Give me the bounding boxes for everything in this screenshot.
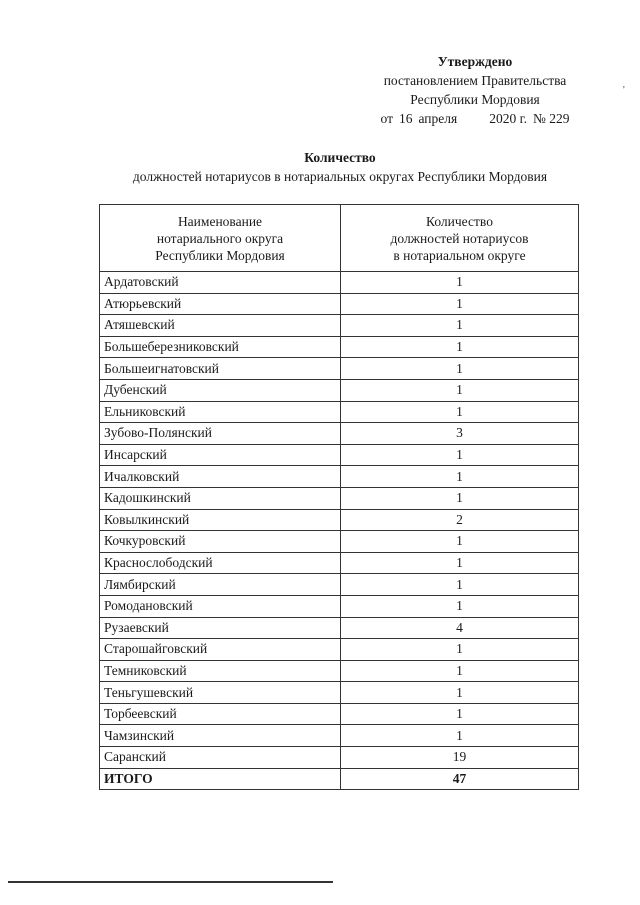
notary-count: 1 bbox=[341, 639, 579, 661]
district-name: Лямбирский bbox=[100, 574, 341, 596]
district-name: Атяшевский bbox=[100, 315, 341, 337]
table-row bbox=[100, 509, 579, 531]
table-row bbox=[100, 725, 579, 747]
notary-count: 2 bbox=[341, 509, 579, 531]
approval-date-line bbox=[330, 109, 620, 128]
district-name: Ардатовский bbox=[100, 272, 341, 294]
table-row bbox=[100, 595, 579, 617]
district-name: Теньгушевский bbox=[100, 682, 341, 704]
table-row bbox=[100, 401, 579, 423]
table-row bbox=[100, 272, 579, 294]
header-district-line: Наименование bbox=[177, 213, 263, 229]
notary-count: 1 bbox=[341, 293, 579, 315]
district-name: Инсарский bbox=[100, 444, 341, 466]
table-row bbox=[100, 315, 579, 337]
approval-number: № 229 bbox=[532, 111, 570, 126]
table-row bbox=[100, 379, 579, 401]
district-name: Старошайговский bbox=[100, 639, 341, 661]
notary-count: 1 bbox=[341, 336, 579, 358]
approval-line-1: постановлением Правительства bbox=[383, 73, 567, 88]
notary-count: 1 bbox=[341, 682, 579, 704]
notary-count: 1 bbox=[341, 660, 579, 682]
table-row bbox=[100, 358, 579, 380]
district-name: Чамзинский bbox=[100, 725, 341, 747]
notary-count: 19 bbox=[341, 747, 579, 769]
district-name: Зубово-Полянский bbox=[100, 423, 341, 445]
header-count-line: в нотариальном округе bbox=[393, 247, 526, 263]
notary-count: 1 bbox=[341, 574, 579, 596]
district-name: Большеберезниковский bbox=[100, 336, 341, 358]
notary-count: 1 bbox=[341, 595, 579, 617]
notary-count: 1 bbox=[341, 444, 579, 466]
table-row bbox=[100, 552, 579, 574]
table-row bbox=[100, 747, 579, 769]
notary-count: 4 bbox=[341, 617, 579, 639]
table-row bbox=[100, 531, 579, 553]
table-row bbox=[100, 487, 579, 509]
approval-date-prefix: от bbox=[380, 111, 393, 126]
notary-count: 1 bbox=[341, 401, 579, 423]
side-mark: ' bbox=[623, 85, 625, 96]
notary-count: 1 bbox=[341, 531, 579, 553]
district-name: Атюрьевский bbox=[100, 293, 341, 315]
approval-block bbox=[330, 52, 620, 128]
district-name: Краснослободский bbox=[100, 552, 341, 574]
notary-count: 1 bbox=[341, 552, 579, 574]
table-row bbox=[100, 639, 579, 661]
table-row bbox=[100, 703, 579, 725]
district-name: Дубенский bbox=[100, 379, 341, 401]
notary-count: 1 bbox=[341, 272, 579, 294]
district-name: Темниковский bbox=[100, 660, 341, 682]
header-district bbox=[100, 205, 341, 272]
approval-day: 16 bbox=[398, 111, 413, 126]
header-district-line: Республики Мордовия bbox=[155, 247, 285, 263]
district-name: Большеигнатовский bbox=[100, 358, 341, 380]
district-name: Кочкуровский bbox=[100, 531, 341, 553]
district-name: Саранский bbox=[100, 747, 341, 769]
approval-heading: Утверждено bbox=[437, 54, 513, 69]
document-title bbox=[90, 148, 590, 186]
notary-count: 1 bbox=[341, 725, 579, 747]
table-row bbox=[100, 293, 579, 315]
table-row bbox=[100, 444, 579, 466]
table-row bbox=[100, 660, 579, 682]
notary-count: 1 bbox=[341, 487, 579, 509]
district-name: Кадошкинский bbox=[100, 487, 341, 509]
notary-count: 1 bbox=[341, 703, 579, 725]
approval-line-2: Республики Мордовия bbox=[410, 92, 540, 107]
approval-gap bbox=[463, 109, 483, 128]
notary-count: 3 bbox=[341, 423, 579, 445]
district-name: Ичалковский bbox=[100, 466, 341, 488]
approval-month: апреля bbox=[418, 111, 458, 126]
table-row bbox=[100, 336, 579, 358]
table-row bbox=[100, 466, 579, 488]
notary-count: 1 bbox=[341, 358, 579, 380]
table-row bbox=[100, 574, 579, 596]
table-total-row bbox=[100, 768, 579, 790]
district-name: Рузаевский bbox=[100, 617, 341, 639]
notary-count: 1 bbox=[341, 379, 579, 401]
table-header-row bbox=[100, 205, 579, 272]
title-heading: Количество bbox=[304, 150, 376, 165]
district-name: Ельниковский bbox=[100, 401, 341, 423]
notary-count: 1 bbox=[341, 315, 579, 337]
bottom-rule bbox=[8, 881, 333, 883]
notary-count: 1 bbox=[341, 466, 579, 488]
title-subheading: должностей нотариусов в нотариальных округах Республики Мордовия bbox=[132, 169, 548, 184]
total-count: 47 bbox=[341, 768, 579, 790]
header-count-line: должностей нотариусов bbox=[390, 230, 529, 246]
header-count bbox=[341, 205, 579, 272]
total-label: ИТОГО bbox=[100, 768, 341, 790]
approval-year: 2020 г. bbox=[489, 111, 527, 126]
notary-table bbox=[99, 204, 579, 790]
district-name: Торбеевский bbox=[100, 703, 341, 725]
district-name: Ромодановский bbox=[100, 595, 341, 617]
header-count-line: Количество bbox=[426, 213, 493, 229]
table-row bbox=[100, 423, 579, 445]
table-row bbox=[100, 682, 579, 704]
district-name: Ковылкинский bbox=[100, 509, 341, 531]
header-district-line: нотариального округа bbox=[156, 230, 284, 246]
table-row bbox=[100, 617, 579, 639]
